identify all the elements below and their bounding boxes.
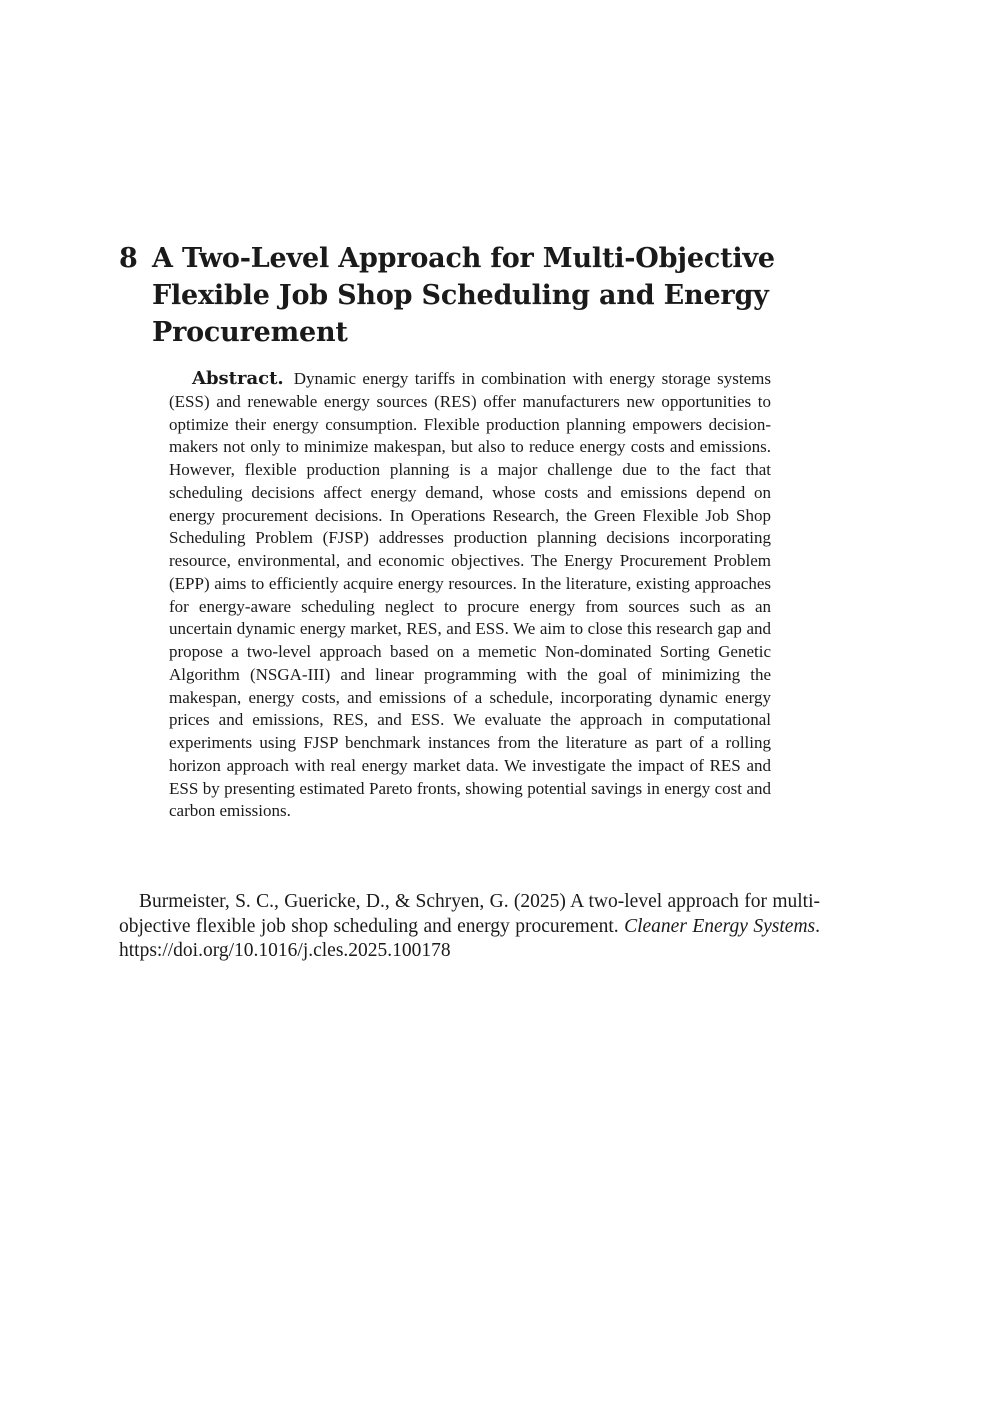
citation-journal: Cleaner Energy Systems xyxy=(624,915,816,937)
citation-doi: . https://doi.org/10.1016/j.cles.2025.100178 xyxy=(119,915,820,961)
chapter-heading xyxy=(119,240,799,351)
citation xyxy=(119,890,820,964)
abstract-text: Dynamic energy tariffs in combination with energy storage systems (ESS) and renewable energy sources (RES) offer manufacturers new opportunities to optimize their energy consumption. Flexible production planning empowers decision-makers not only to minimize makespan, but also to reduce energy costs and emissions. However, flexible production planning is a major challenge due to the fact that scheduling decisions affect energy demand, whose costs and emissions depend on energy procurement decisions. In Operations Research, the Green Flexible Job Shop Scheduling Problem (FJSP) addresses production planning decisions incorporating resource, environmental, and economic objectives. The Energy Procurement Problem (EPP) aims to efficiently acquire energy resources. In the literature, existing approaches for energy-aware scheduling neglect to procure energy from sources such as an uncertain dynamic energy market, RES, and ESS. We aim to close this research gap and propose a two-level approach based on a memetic Non-dominated Sorting Genetic Algorithm (NSGA-III) and linear programming with the goal of minimizing the makespan, energy costs, and emissions of a schedule, incorporating dynamic energy prices and emissions, RES, and ESS. We evaluate the approach in computational experiments using FJSP benchmark instances from the literature as part of a rolling horizon approach with real energy market data. We investigate the impact of RES and ESS by presenting estimated Pareto fronts, showing potential savings in energy cost and carbon emissions. xyxy=(169,369,771,821)
abstract-label: Abstract. xyxy=(192,368,284,389)
chapter-number: 8 xyxy=(119,243,138,274)
citation-reference: Burmeister, S. C., Guericke, D., & Schryen, G. (2025) A two-level approach for multi-objective flexible job shop scheduling and energy procurement. xyxy=(119,891,820,937)
abstract xyxy=(169,368,771,823)
chapter-title: A Two-Level Approach for Multi-Objective Flexible Job Shop Scheduling and Energy Procurement xyxy=(152,243,775,348)
